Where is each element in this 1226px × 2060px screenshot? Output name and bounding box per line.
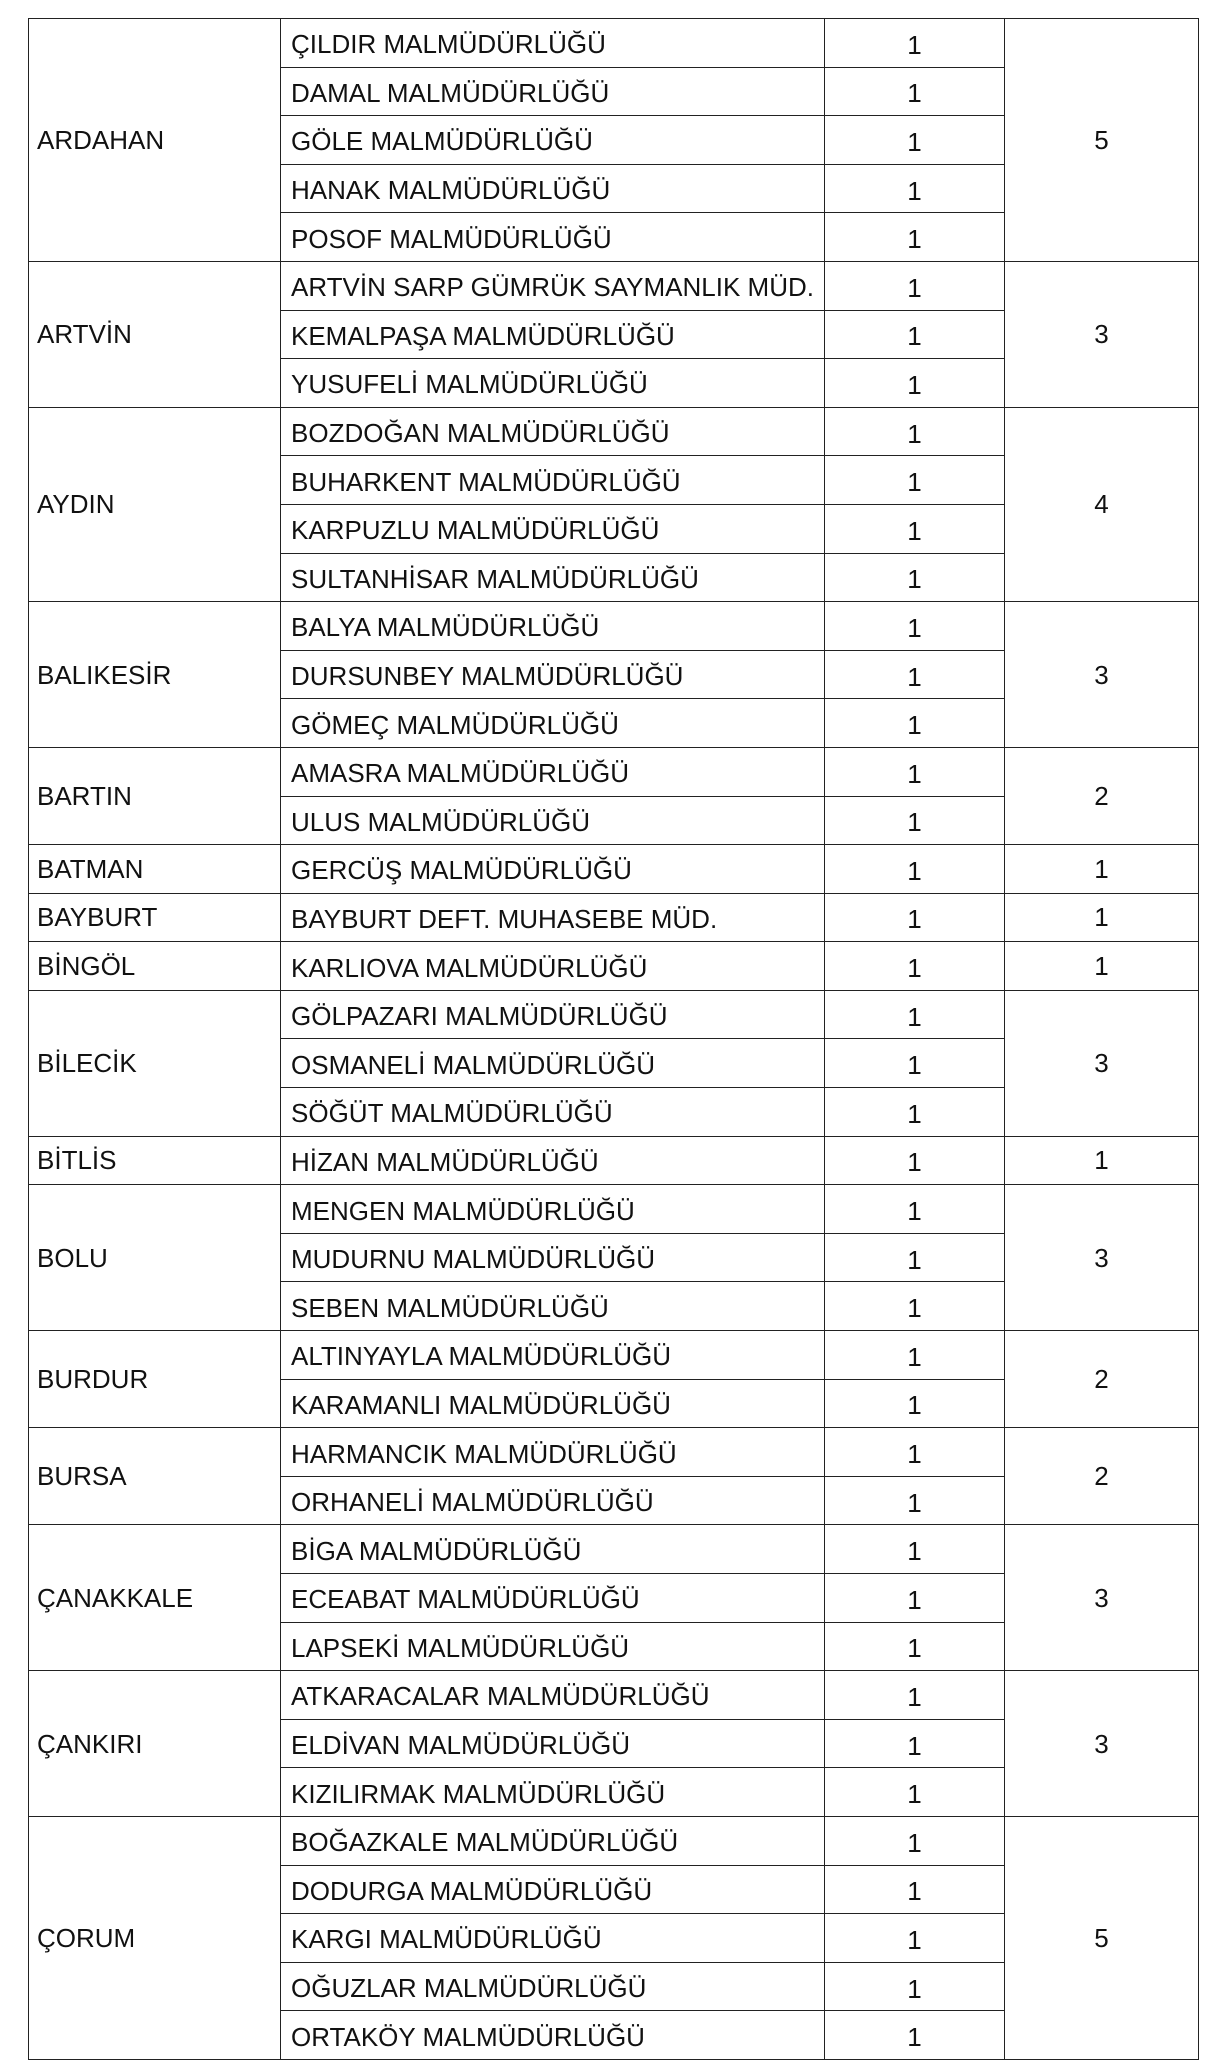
office-count-cell: 1 [825,845,1005,894]
office-count-cell: 1 [825,650,1005,699]
office-count-cell: 1 [825,1233,1005,1282]
province-total-cell: 3 [1005,1671,1199,1817]
province-cell: BAYBURT [29,893,281,942]
office-name-cell: ORHANELİ MALMÜDÜRLÜĞÜ [281,1476,825,1525]
province-total-cell: 3 [1005,602,1199,748]
office-count-cell: 1 [825,164,1005,213]
table-row [29,845,1199,894]
office-name-cell: KEMALPAŞA MALMÜDÜRLÜĞÜ [281,310,825,359]
office-name-cell: BUHARKENT MALMÜDÜRLÜĞÜ [281,456,825,505]
office-name-cell: POSOF MALMÜDÜRLÜĞÜ [281,213,825,262]
office-name-cell: MUDURNU MALMÜDÜRLÜĞÜ [281,1233,825,1282]
office-name-cell: BALYA MALMÜDÜRLÜĞÜ [281,602,825,651]
province-total-cell: 1 [1005,1136,1199,1185]
province-cell: ÇANKIRI [29,1671,281,1817]
province-total-cell: 5 [1005,19,1199,262]
table-row [29,261,1199,310]
office-count-cell: 1 [825,1282,1005,1331]
office-name-cell: HİZAN MALMÜDÜRLÜĞÜ [281,1136,825,1185]
office-name-cell: ELDİVAN MALMÜDÜRLÜĞÜ [281,1719,825,1768]
office-count-cell: 1 [825,1331,1005,1380]
office-count-cell: 1 [825,893,1005,942]
office-name-cell: GÖLPAZARI MALMÜDÜRLÜĞÜ [281,990,825,1039]
office-name-cell: ECEABAT MALMÜDÜRLÜĞÜ [281,1574,825,1623]
office-name-cell: KARPUZLU MALMÜDÜRLÜĞÜ [281,504,825,553]
office-name-cell: HARMANCIK MALMÜDÜRLÜĞÜ [281,1428,825,1477]
province-cell: BİNGÖL [29,942,281,991]
table-row [29,602,1199,651]
province-total-cell: 2 [1005,1428,1199,1525]
office-count-cell: 1 [825,1525,1005,1574]
office-count-cell: 1 [825,602,1005,651]
table-row [29,1428,1199,1477]
office-name-cell: SÖĞÜT MALMÜDÜRLÜĞÜ [281,1088,825,1137]
office-name-cell: DODURGA MALMÜDÜRLÜĞÜ [281,1865,825,1914]
office-name-cell: ALTINYAYLA MALMÜDÜRLÜĞÜ [281,1331,825,1380]
office-name-cell: KARLIOVA MALMÜDÜRLÜĞÜ [281,942,825,991]
office-name-cell: BİGA MALMÜDÜRLÜĞÜ [281,1525,825,1574]
province-cell: BATMAN [29,845,281,894]
province-total-cell: 1 [1005,893,1199,942]
office-count-cell: 1 [825,1476,1005,1525]
office-name-cell: OSMANELİ MALMÜDÜRLÜĞÜ [281,1039,825,1088]
table-row [29,1185,1199,1234]
province-total-cell: 4 [1005,407,1199,601]
office-name-cell: SEBEN MALMÜDÜRLÜĞÜ [281,1282,825,1331]
office-name-cell: ORTAKÖY MALMÜDÜRLÜĞÜ [281,2011,825,2060]
province-total-cell: 3 [1005,1185,1199,1331]
table-body [29,19,1199,2060]
province-cell: BİLECİK [29,990,281,1136]
office-count-cell: 1 [825,359,1005,408]
office-count-cell: 1 [825,310,1005,359]
office-name-cell: BOĞAZKALE MALMÜDÜRLÜĞÜ [281,1816,825,1865]
office-count-cell: 1 [825,67,1005,116]
office-count-cell: 1 [825,1428,1005,1477]
office-count-cell: 1 [825,1185,1005,1234]
office-name-cell: LAPSEKİ MALMÜDÜRLÜĞÜ [281,1622,825,1671]
province-total-cell: 1 [1005,845,1199,894]
province-cell: BURDUR [29,1331,281,1428]
office-count-cell: 1 [825,407,1005,456]
table-row [29,407,1199,456]
office-name-cell: OĞUZLAR MALMÜDÜRLÜĞÜ [281,1962,825,2011]
office-count-cell: 1 [825,1914,1005,1963]
table-row [29,1136,1199,1185]
province-cell: ARTVİN [29,261,281,407]
province-cell: AYDIN [29,407,281,601]
office-count-cell: 1 [825,213,1005,262]
office-name-cell: DURSUNBEY MALMÜDÜRLÜĞÜ [281,650,825,699]
table-row [29,1816,1199,1865]
office-name-cell: SULTANHİSAR MALMÜDÜRLÜĞÜ [281,553,825,602]
office-count-cell: 1 [825,1136,1005,1185]
office-name-cell: ATKARACALAR MALMÜDÜRLÜĞÜ [281,1671,825,1720]
office-name-cell: GÖLE MALMÜDÜRLÜĞÜ [281,116,825,165]
office-count-cell: 1 [825,699,1005,748]
office-count-cell: 1 [825,1039,1005,1088]
province-total-cell: 2 [1005,1331,1199,1428]
document-page [28,18,1198,2060]
office-name-cell: KARAMANLI MALMÜDÜRLÜĞÜ [281,1379,825,1428]
office-count-cell: 1 [825,1962,1005,2011]
office-count-cell: 1 [825,1671,1005,1720]
table-row [29,19,1199,68]
province-cell: BALIKESİR [29,602,281,748]
table-row [29,990,1199,1039]
office-count-cell: 1 [825,990,1005,1039]
office-name-cell: YUSUFELİ MALMÜDÜRLÜĞÜ [281,359,825,408]
office-name-cell: HANAK MALMÜDÜRLÜĞÜ [281,164,825,213]
province-cell: BARTIN [29,747,281,844]
office-name-cell: AMASRA MALMÜDÜRLÜĞÜ [281,747,825,796]
office-count-cell: 1 [825,19,1005,68]
office-name-cell: ULUS MALMÜDÜRLÜĞÜ [281,796,825,845]
office-name-cell: MENGEN MALMÜDÜRLÜĞÜ [281,1185,825,1234]
province-cell: BURSA [29,1428,281,1525]
office-count-cell: 1 [825,1379,1005,1428]
office-count-cell: 1 [825,1088,1005,1137]
province-cell: BİTLİS [29,1136,281,1185]
office-count-cell: 1 [825,796,1005,845]
office-count-cell: 1 [825,553,1005,602]
office-count-cell: 1 [825,1622,1005,1671]
office-count-cell: 1 [825,747,1005,796]
province-total-cell: 1 [1005,942,1199,991]
table-row [29,893,1199,942]
office-name-cell: KARGI MALMÜDÜRLÜĞÜ [281,1914,825,1963]
province-cell: BOLU [29,1185,281,1331]
office-count-cell: 1 [825,261,1005,310]
office-name-cell: BOZDOĞAN MALMÜDÜRLÜĞÜ [281,407,825,456]
office-name-cell: GERCÜŞ MALMÜDÜRLÜĞÜ [281,845,825,894]
table-row [29,1525,1199,1574]
table-row [29,942,1199,991]
office-name-cell: DAMAL MALMÜDÜRLÜĞÜ [281,67,825,116]
province-total-cell: 3 [1005,990,1199,1136]
office-count-cell: 1 [825,1865,1005,1914]
table-row [29,1671,1199,1720]
province-total-cell: 2 [1005,747,1199,844]
office-count-cell: 1 [825,116,1005,165]
office-count-cell: 1 [825,504,1005,553]
office-count-cell: 1 [825,942,1005,991]
office-count-cell: 1 [825,456,1005,505]
province-cell: ARDAHAN [29,19,281,262]
office-name-cell: KIZILIRMAK MALMÜDÜRLÜĞÜ [281,1768,825,1817]
province-cell: ÇORUM [29,1816,281,2059]
province-total-cell: 3 [1005,1525,1199,1671]
office-count-cell: 1 [825,1768,1005,1817]
province-cell: ÇANAKKALE [29,1525,281,1671]
province-total-cell: 3 [1005,261,1199,407]
office-count-cell: 1 [825,1816,1005,1865]
staff-allocation-table [28,18,1199,2060]
office-name-cell: BAYBURT DEFT. MUHASEBE MÜD. [281,893,825,942]
office-count-cell: 1 [825,1574,1005,1623]
office-count-cell: 1 [825,1719,1005,1768]
office-name-cell: ÇILDIR MALMÜDÜRLÜĞÜ [281,19,825,68]
province-total-cell: 5 [1005,1816,1199,2059]
table-row [29,747,1199,796]
office-name-cell: ARTVİN SARP GÜMRÜK SAYMANLIK MÜD. [281,261,825,310]
office-name-cell: GÖMEÇ MALMÜDÜRLÜĞÜ [281,699,825,748]
office-count-cell: 1 [825,2011,1005,2060]
table-row [29,1331,1199,1380]
